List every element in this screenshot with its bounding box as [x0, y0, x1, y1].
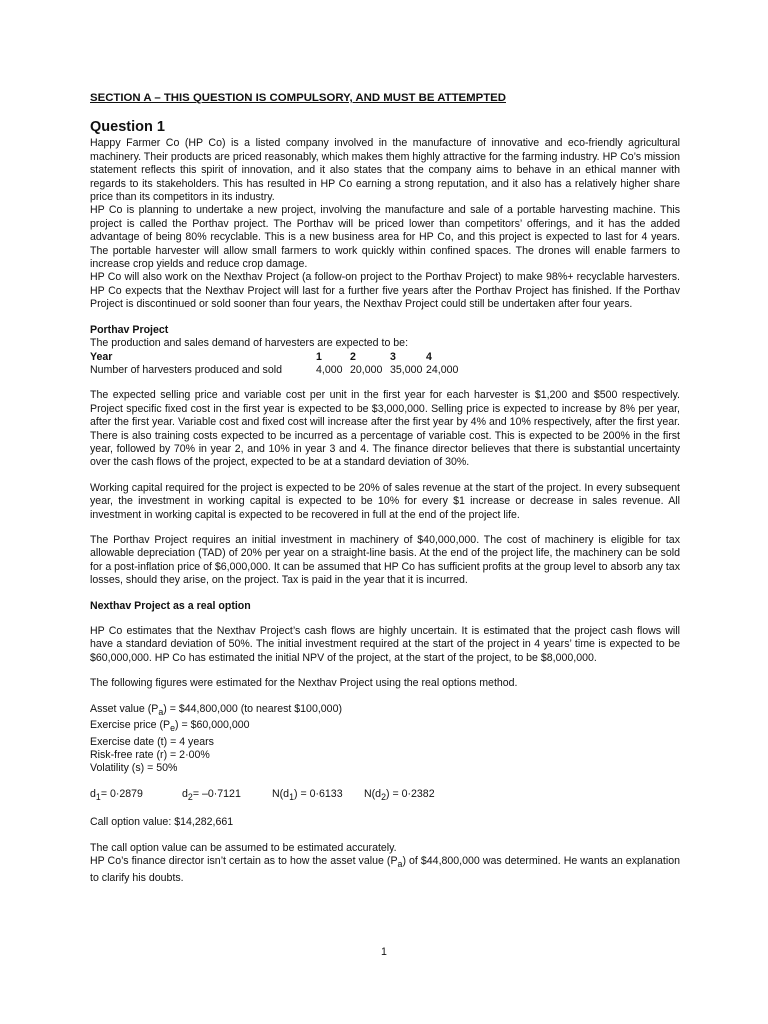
call-option-value: Call option value: $14,282,661: [90, 816, 234, 829]
demand-table-header: [90, 351, 458, 364]
table-header-cell: Year: [90, 350, 113, 363]
page-content: [90, 92, 680, 885]
table-header-cell: 3: [390, 350, 396, 363]
porthav-paragraph-3: The Porthav Project requires an initial investment in machinery of $40,000,000. The cost of machinery is eligible for tax allowable depreciation (TAD) of 20% per year on a straight-line basis. At the end of the project life, the machinery can be sold for a post-inflation price of $6,000,000. It can be assumed that HP Co has sufficient profits at the group level to absorb any tax losses, should they arise, on the project. Tax is paid in the year that it is incurred.: [90, 533, 680, 587]
closing-paragraph: HP Co’s finance director isn’t certain as to how the asset value $(P_a)$ of $44,800,000 was determined. He wants an explanation to clarify his doubts.: [90, 855, 680, 884]
d-values-line: [90, 788, 680, 805]
porthav-heading: Porthav Project: [90, 323, 169, 336]
section-title: SECTION A – THIS QUESTION IS COMPULSORY, AND MUST BE ATTEMPTED: [90, 92, 506, 104]
table-header-cell: 2: [350, 350, 356, 363]
nexthav-heading: Nexthav Project as a real option: [90, 599, 251, 612]
intro-paragraph-1: Happy Farmer Co (HP Co) is a listed company involved in the manufacture of innovative and eco-friendly agricultural machinery. Their products are priced reasonably, which makes them highly attractive for the farming industry. HP Co’s mission statement reflects this spirit of innovation, and it also states that the company aims to behave in an ethical manner with regards to its stakeholders. This has resulted in HP Co earning a strong reputation, and it also has a relatively higher share price than its competitors in its industry.: [90, 137, 680, 204]
nd2-value: $N(d_2) = 0\cdot 2382$: [364, 787, 435, 802]
exercise-price-line: Exercise price $(P_e)$ = $60,000,000: [90, 719, 250, 734]
porthav-paragraph-1: The expected selling price and variable cost per unit in the first year for each harvester is $1,200 and $500 respectively. Project specific fixed cost in the first year is expected to be $3,000,000. Selling price is expected to increase by 8% per year, after the first year. Variable cost and fixed cost will increase after the first year by 4% and 10% respectively, after the first year. There is also training costs expected to be incurred as a percentage of variable cost. This is expected to be 200% in the first year, followed by 70% in year 2, and 10% in year 3 and 4. The finance director believes that there is substantial uncertainty over the cash flows of the project, expected to be at a standard deviation of 30%.: [90, 389, 680, 469]
d1-value: $d_1= 0\cdot 2879$: [90, 787, 143, 802]
question-title: Question 1: [90, 119, 165, 136]
assumption-line: The call option value can be assumed to be estimated accurately.: [90, 841, 397, 854]
porthav-paragraph-2: Working capital required for the project is expected to be 20% of sales revenue at the start of the project. In every subsequent year, the investment in working capital is expected to be 10% for every $1 increase or decrease in sales revenue. All investment in working capital is expected to be recovered in full at the end of the project life.: [90, 481, 680, 521]
table-row: [90, 364, 458, 377]
volatility-line: Volatility (s) = 50%: [90, 762, 178, 775]
d2-value: $d_2= -0\cdot 7121$: [182, 787, 241, 802]
table-cell: 24,000: [426, 363, 459, 376]
porthav-demand-intro: The production and sales demand of harvesters are expected to be:: [90, 337, 409, 350]
nexthav-paragraph-2: The following figures were estimated for the Nexthav Project using the real options method.: [90, 677, 518, 690]
intro-paragraph-2: HP Co is planning to undertake a new project, involving the manufacture and sale of a portable harvesting machine. This project is called the Porthav project. The Porthav will be priced lower than competitors’ offerings, and it has the added advantage of being 80% recyclable. This is a new business area for HP Co, and this project is expected to last for 4 years. The portable harvester will allow small farmers to work quickly within confined spaces. The drones will enable farmers to increase crop yields and reduce crop damage.: [90, 204, 680, 271]
table-cell: 20,000: [350, 363, 383, 376]
risk-free-line: Risk-free rate (r) = 2·00%: [90, 749, 210, 762]
page-number: 1: [381, 946, 387, 958]
exercise-date-line: Exercise date (t) = 4 years: [90, 735, 214, 748]
table-cell: Number of harvesters produced and sold: [90, 363, 282, 376]
asset-value-line: Asset value $(P_a)$ = $44,800,000 (to nearest $100,000): [90, 702, 342, 717]
nd1-value: $N(d_1) = 0\cdot 6133$: [272, 787, 343, 802]
table-header-cell: 1: [316, 350, 322, 363]
table-header-cell: 4: [426, 350, 432, 363]
nexthav-paragraph-1: HP Co estimates that the Nexthav Project’s cash flows are highly uncertain. It is estimated that the project cash flows will have a standard deviation of 50%. The initial investment required at the start of the project in 4 years’ time is expected to be $60,000,000. HP Co has estimated the initial NPV of the project, at the start of the project, to be $8,000,000.: [90, 625, 680, 664]
intro-paragraph-3: HP Co will also work on the Nexthav Project (a follow-on project to the Porthav Project) to make 98%+ recyclable harvesters. HP Co expects that the Nexthav Project will last for a further five years after the Porthav Project has finished. If the Porthav Project is discontinued or sold sooner than four years, the Nexthav Project could still be undertaken after four years.: [90, 271, 680, 311]
demand-table: [90, 351, 458, 378]
table-cell: 4,000: [316, 363, 343, 376]
table-cell: 35,000: [390, 363, 423, 376]
